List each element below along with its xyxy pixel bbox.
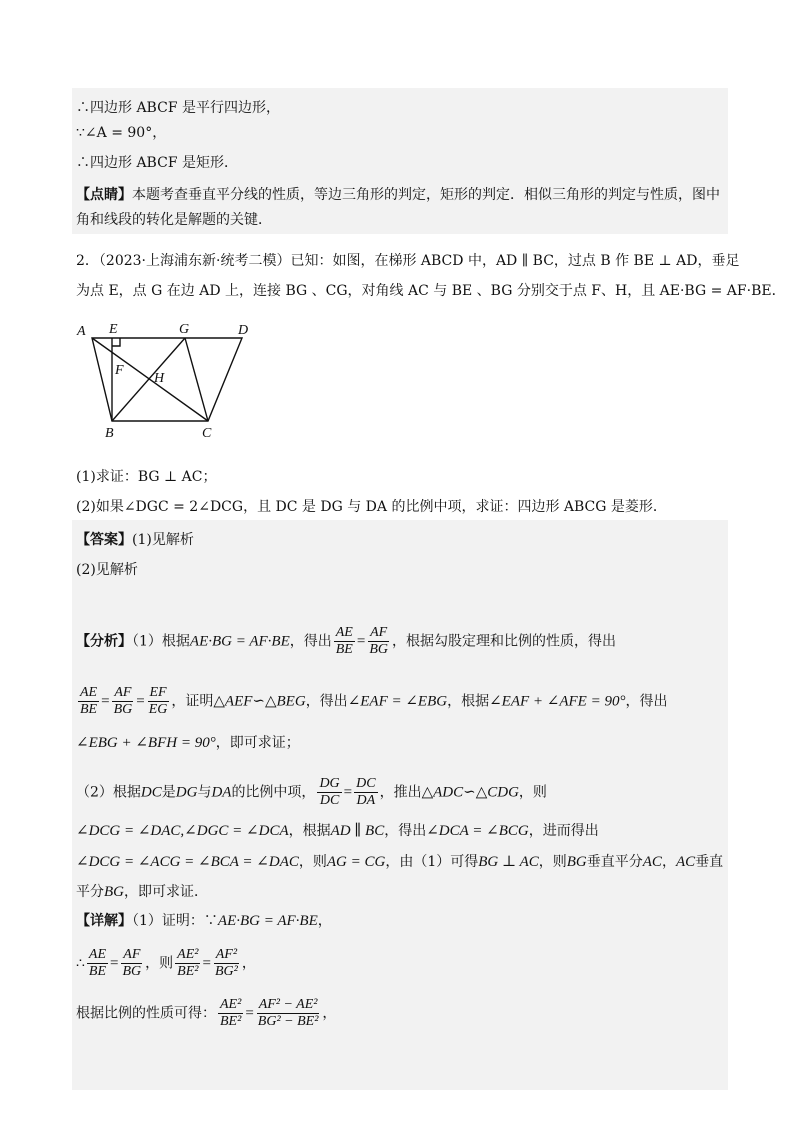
question-2: (2)如果∠DGC = 2∠DCG，且 DC 是 DG 与 DA 的比例中项，求证：四边形 ABCG 是菱形．: [76, 499, 667, 515]
analysis-line-1: 【分析】（1）根据AE·BG = AF·BE，得出 $\frac{AE}{BE}$ = $\frac{AF}{BG}$ ，根据勾股定理和比例的性质，得出: [76, 625, 616, 657]
problem-source: （2023·上海浦东新·统考二模）: [98, 253, 291, 269]
label-g: G: [179, 322, 190, 337]
label-c: C: [202, 426, 212, 441]
segment-bg: [112, 338, 185, 421]
remark-line-1: 【点睛】本题考查垂直平分线的性质，等边三角形的判定，矩形的判定．相似三角形的判定与性质，图中: [76, 187, 720, 203]
answer-line-2: (2)见解析: [76, 562, 138, 578]
trapezoid-abcd: [92, 338, 242, 421]
analysis-line-7: 平分BG，即可求证．: [76, 884, 208, 900]
analysis-line-6: ∠DCG = ∠ACG = ∠BCA = ∠DAC，则AG = CG，由（1）可得BG ⊥ AC，则BG垂直平分AC，AC垂直: [76, 854, 724, 870]
problem-number: 2．: [76, 253, 99, 269]
label-a: A: [77, 324, 86, 339]
analysis-line-4: （2）根据DC是DG与DA的比例中项， $\frac{DG}{DC}$ = $\frac{DC}{DA}$ ，推出△ADC∽△CDG，则: [76, 776, 547, 808]
label-h: H: [154, 371, 165, 386]
label-b: B: [105, 426, 114, 441]
label-d: D: [238, 323, 249, 338]
detail-line-1: 【详解】（1）证明：∵AE·BG = AF·BE，: [76, 913, 332, 929]
problem-line-2: 为点 E，点 G 在边 AD 上，连接 BG 、CG，对角线 AC 与 BE 、BG 分别交于点 F、H，且 AE·BG = AF·BE．: [76, 283, 786, 299]
solution-line-1: ∴四边形 ABCF 是平行四边形，: [76, 100, 280, 116]
segment-cg: [185, 338, 208, 421]
right-angle-mark: [112, 338, 120, 346]
analysis-line-5: ∠DCG = ∠DAC,∠DGC = ∠DCA，根据AD ∥ BC，得出∠DCA = ∠BCG，进而得出: [76, 823, 599, 839]
answer-line-1: 【答案】(1)见解析: [76, 532, 194, 548]
analysis-line-2: $\frac{AE}{BE}$ = $\frac{AF}{BG}$ = $\frac{EF}{EG}$ ，证明△AEF∽△BEG，得出∠EAF = ∠EBG，根据∠EAF + ∠AFE = 90°，得出: [80, 685, 668, 717]
solution-line-2: ∵∠A = 90°，: [76, 125, 167, 141]
analysis-line-3: ∠EBG + ∠BFH = 90°，即可求证；: [76, 735, 300, 751]
detail-line-2: ∴ $\frac{AE}{BE}$ = $\frac{AF}{BG}$ ，则 $\frac{\text{AE²}}{\text{BE²}}$ = $\frac{\text{AF²}}{\text{BG²}}$ ，: [76, 947, 256, 979]
solution-line-3: ∴四边形 ABCF 是矩形．: [76, 155, 238, 171]
question-1: (1)求证：BG ⊥ AC；: [76, 469, 217, 485]
remark-line-2: 角和线段的转化是解题的关键．: [76, 212, 272, 228]
trapezoid-figure: [72, 318, 272, 443]
label-e: E: [109, 322, 118, 337]
detail-line-3: 根据比例的性质可得： $\frac{\text{AE²}}{\text{BE²}}$ = $\frac{\text{AF² − AE²}}{\text{BG² − BE²}}$ ，: [76, 997, 337, 1029]
problem-line-1: 2．（2023·上海浦东新·统考二模）已知：如图，在梯形 ABCD 中，AD ∥ BC，过点 B 作 BE ⊥ AD，垂足: [76, 253, 740, 269]
label-f: F: [115, 363, 124, 378]
